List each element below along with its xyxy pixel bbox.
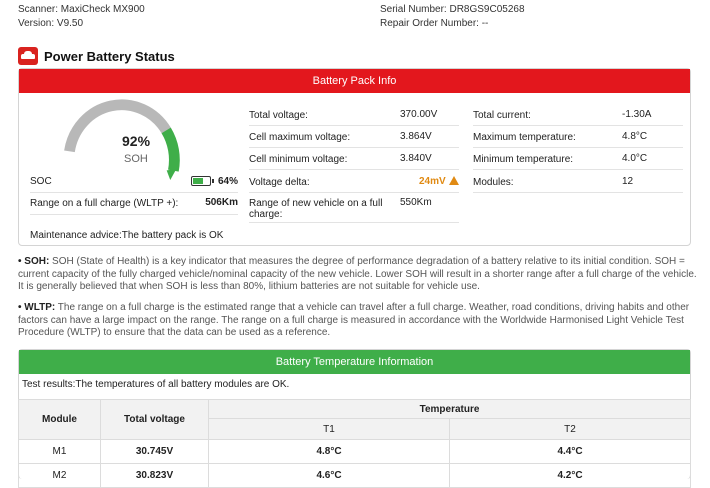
voltage-cell: 30.745V: [101, 440, 209, 464]
temperature-column-header: Temperature: [209, 400, 691, 419]
divider: [30, 214, 238, 215]
repair-order-label: Repair Order Number: --: [380, 18, 489, 29]
range-value: 506Km: [205, 197, 238, 208]
t2-column-header: T2: [450, 419, 691, 440]
serial-number-label: Serial Number: DR8GS9C05268: [380, 4, 525, 15]
soc-label: SOC: [30, 176, 52, 187]
divider: [473, 147, 683, 148]
order-info: [380, 3, 525, 31]
battery-icon: [191, 176, 211, 186]
range-label: Range on a full charge (WLTP +):: [30, 198, 179, 209]
soc-value: 64%: [218, 176, 239, 187]
total-voltage-column-header: Total voltage: [101, 400, 209, 440]
table-row: [19, 440, 691, 464]
soh-label: SOH: [124, 153, 148, 165]
module-cell: M2: [19, 464, 101, 488]
t1-cell: 4.8°C: [209, 440, 450, 464]
t1-column-header: T1: [209, 419, 450, 440]
modules-label: Modules:: [473, 177, 514, 188]
wltp-note-term: • WLTP:: [18, 302, 56, 313]
total-current-value: -1.30A: [622, 109, 652, 120]
car-icon: [18, 47, 38, 65]
min-temperature-label: Minimum temperature:: [473, 154, 574, 165]
soh-note-text: SOH (State of Health) is a key indicator that measures the degree of performance degradation of a battery relative to its initial condition. SOH = current capacity of the fully charged vehicle/nominal capacity of the new vehicle. Lower SOH will result in a shorter range after a full charge of the vehicle. It is generally believed that when SOH is less than 80%, lithium batteries are not suitable for vehicle use.: [18, 256, 697, 292]
section-title: [18, 46, 175, 66]
wltp-note-text: The range on a full charge is the estimated range that a vehicle can travel after a full charge. Weather, road conditions, driving habits and other factors can have a large impact on the range. The range on a full charge is measured in accordance with the Worldwide Harmonised Light Vehicle Test Procedure (WLTP) to ensure that the data can be used as a reference.: [18, 302, 690, 338]
divider: [473, 125, 683, 126]
soh-note-term: • SOH:: [18, 256, 50, 267]
modules-value: 12: [622, 176, 634, 187]
battery-fill: [193, 178, 203, 184]
total-voltage-label: Total voltage:: [249, 110, 308, 121]
module-cell: M1: [19, 440, 101, 464]
module-column-header: Module: [19, 400, 101, 440]
max-temperature-label: Maximum temperature:: [473, 132, 576, 143]
divider: [249, 125, 459, 126]
total-voltage-value: 370.00V: [400, 109, 438, 120]
voltage-cell: 30.823V: [101, 464, 209, 488]
warning-icon: [449, 176, 459, 185]
divider: [249, 222, 459, 223]
test-results: Test results:The temperatures of all battery modules are OK.: [22, 379, 290, 390]
soh-gauge-fill: [166, 130, 174, 170]
soh-note: [18, 256, 698, 294]
min-temperature-value: 4.0°C: [622, 153, 648, 164]
new-vehicle-range-value: 550Km: [400, 197, 432, 208]
divider: [30, 192, 238, 193]
version-label: Version: V9.50: [18, 18, 84, 29]
device-info: [18, 3, 145, 31]
divider: [473, 192, 683, 193]
table-row: [19, 464, 691, 488]
maintenance-advice: Maintenance advice:The battery pack is OK: [30, 230, 224, 241]
t1-cell: 4.6°C: [209, 464, 450, 488]
t2-cell: 4.2°C: [450, 464, 691, 488]
battery-pack-header: Battery Pack Info: [19, 69, 690, 93]
total-current-label: Total current:: [473, 110, 531, 121]
new-vehicle-range-label: Range of new vehicle on a full charge:: [249, 198, 383, 220]
page-title: Power Battery Status: [44, 48, 175, 64]
t2-cell: 4.4°C: [450, 440, 691, 464]
cell-max-voltage-label: Cell maximum voltage:: [249, 132, 351, 143]
cell-max-voltage-value: 3.864V: [400, 131, 432, 142]
wltp-note: [18, 302, 698, 340]
scanner-label: Scanner: MaxiCheck MX900: [18, 4, 145, 15]
divider: [473, 169, 683, 170]
divider: [249, 147, 459, 148]
soh-percent: 92%: [122, 133, 151, 149]
voltage-delta-value: 24mV: [419, 176, 446, 187]
temperature-header: Battery Temperature Information: [19, 350, 690, 374]
temperature-table: [18, 399, 691, 488]
voltage-delta-label: Voltage delta:: [249, 177, 310, 188]
cell-min-voltage-value: 3.840V: [400, 153, 432, 164]
divider: [249, 192, 459, 193]
cell-min-voltage-label: Cell minimum voltage:: [249, 154, 348, 165]
max-temperature-value: 4.8°C: [622, 131, 648, 142]
divider: [249, 169, 459, 170]
soh-gauge-track: [69, 105, 166, 152]
